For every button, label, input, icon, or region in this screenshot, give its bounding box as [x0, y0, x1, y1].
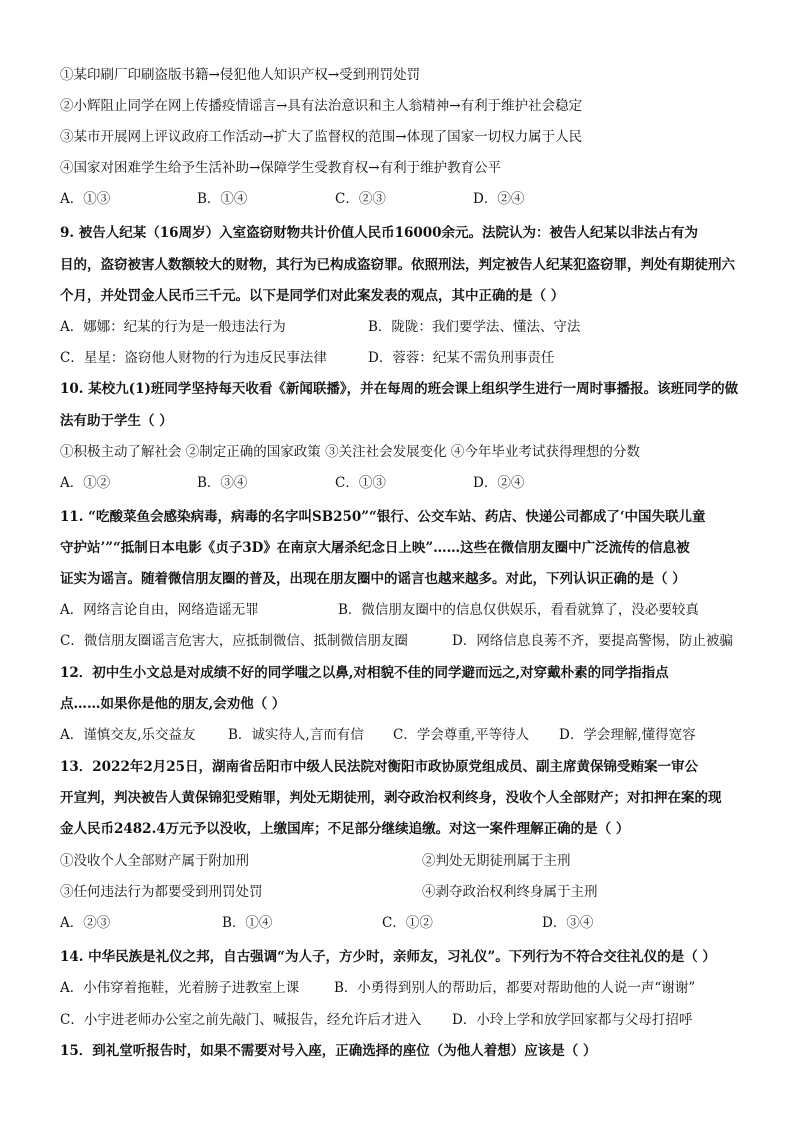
- q13-statement-2: ②判处无期徒刑属于主刑: [422, 853, 571, 869]
- q11-option-b: B．微信朋友圈中的信息仅供娱乐，看看就算了，没必要较真: [338, 602, 699, 618]
- q10-option-c: C．①③: [335, 475, 386, 491]
- q13-option-a: A．②③: [60, 915, 111, 931]
- q13-option-c: C．①②: [382, 915, 433, 931]
- q12-option-a: A．谨慎交友,乐交益友: [60, 727, 196, 743]
- q8-option-a: A．①③: [60, 191, 111, 207]
- q12-option-c: C．学会尊重,平等待人: [393, 727, 530, 743]
- q9-option-d: D．蓉蓉：纪某不需负刑事责任: [368, 350, 555, 366]
- q10-stem-line-2: 法有助于学生（ ）: [60, 413, 173, 429]
- q14-option-d: D．小玲上学和放学回家都与父母打招呼: [452, 1012, 693, 1028]
- q9-stem-line-1: 9. 被告人纪某（16周岁）入室盗窃财物共计价值人民币16000余元。法院认为：被告人纪某以非法占有为: [60, 225, 699, 241]
- q15-stem-line-1: 15．到礼堂听报告时，如果不需要对号入座，正确选择的座位（为他人着想）应该是（ ）: [60, 1043, 597, 1059]
- q13-statement-1: ①没收个人全部财产属于附加刑: [60, 853, 249, 869]
- q13-statement-4: ④剥夺政治权利终身属于主刑: [422, 884, 598, 900]
- q12-option-b: B．诚实待人,言而有信: [228, 727, 364, 743]
- q9-option-a: A．娜娜：纪某的行为是一般违法行为: [60, 319, 286, 335]
- q11-stem-line-1: 11. “吃酸菜鱼会感染病毒，病毒的名字叫SB250”“银行、公交车站、药店、快递公司都成了‘中国失联儿童: [60, 509, 706, 525]
- q14-stem-line-1: 14. 中华民族是礼仪之邦，自古强调“为人子，方少时，亲师友，习礼仪”。下列行为不符合交往礼仪的是（ ）: [60, 949, 716, 965]
- q10-option-d: D．②④: [473, 475, 525, 491]
- q10-option-a: A．①②: [60, 475, 111, 491]
- q13-stem-line-1: 13．2022年2月25日，湖南省岳阳市中级人民法院对衡阳市政协原党组成员、副主席黄保锦受贿案一审公: [60, 759, 699, 775]
- q11-option-d: D．网络信息良莠不齐，要提高警惕，防止被骗: [452, 633, 733, 649]
- q11-stem-line-3: 证实为谣言。随着微信朋友圈的普及，出现在朋友圈中的谣言也越来越多。对此，下列认识正确的是（ ）: [60, 571, 686, 587]
- q8-option-d: D．②④: [473, 191, 525, 207]
- q10-option-b: B．③④: [197, 475, 248, 491]
- q13-option-d: D．③④: [542, 915, 594, 931]
- q8-option-c: C．②③: [335, 191, 386, 207]
- q9-option-c: C．星星：盗窃他人财物的行为违反民事法律: [60, 350, 327, 366]
- q12-stem-line-2: 点……如果你是他的朋友,会劝他（ ）: [60, 696, 286, 712]
- q13-option-b: B．①④: [222, 915, 273, 931]
- q14-option-b: B．小勇得到别人的帮助后，都要对帮助他的人说一声“谢谢”: [334, 980, 696, 996]
- q11-option-c: C．微信朋友圈谣言危害大，应抵制微信、抵制微信朋友圈: [60, 633, 408, 649]
- q10-statements: ①积极主动了解社会 ②制定正确的国家政策 ③关注社会发展变化 ④今年毕业考试获得理想的分数: [60, 444, 640, 460]
- q9-stem-line-2: 目的，盗窃被害人数额较大的财物，其行为已构成盗窃罪。依照刑法，判定被告人纪某犯盗窃罪，判处有期徒刑六: [60, 257, 735, 273]
- q12-stem-line-1: 12．初中生小文总是对成绩不好的同学嗤之以鼻,对相貌不佳的同学避而远之,对穿戴朴素的同学指指点: [60, 665, 669, 681]
- q8-option-b: B．①④: [197, 191, 248, 207]
- q13-stem-line-2: 开宣判，判决被告人黄保锦犯受贿罪，判处无期徒刑，剥夺政治权利终身，没收个人全部财产；对扣押在案的现: [60, 790, 722, 806]
- q11-stem-line-2: 守护站’”“抵制日本电影《贞子3D》在南京大屠杀纪念日上映”……这些在微信朋友圈中广泛流传的信息被: [60, 540, 690, 556]
- q13-statement-3: ③任何违法行为都要受到刑罚处罚: [60, 884, 263, 900]
- q14-option-c: C．小宇进老师办公室之前先敲门、喊报告，经允许后才进入: [60, 1012, 422, 1028]
- q13-stem-line-3: 金人民币2482.4万元予以没收，上缴国库；不足部分继续追缴。对这一案件理解正确的是（ ）: [60, 821, 630, 837]
- q8-statement-1: ①某印刷厂印刷盗版书籍→侵犯他人知识产权→受到刑罚处罚: [60, 67, 421, 83]
- q14-option-a: A．小伟穿着拖鞋，光着膀子进教室上课: [60, 980, 300, 996]
- q8-statement-2: ②小辉阻止同学在网上传播疫情谣言→具有法治意识和主人翁精神→有利于维护社会稳定: [60, 98, 583, 114]
- q8-statement-4: ④国家对困难学生给予生活补助→保障学生受教育权→有利于维护教育公平: [60, 160, 502, 176]
- q8-statement-3: ③某市开展网上评议政府工作活动→扩大了监督权的范围→体现了国家一切权力属于人民: [60, 129, 583, 145]
- q12-option-d: D．学会理解,懂得宽容: [559, 727, 696, 743]
- q9-option-b: B．陇陇：我们要学法、懂法、守法: [368, 319, 581, 335]
- q11-option-a: A．网络言论自由，网络造谣无罪: [60, 602, 259, 618]
- q10-stem-line-1: 10. 某校九(1)班同学坚持每天收看《新闻联播》，并在每周的班会课上组织学生进行一周时事播报。该班同学的做: [60, 381, 739, 397]
- q9-stem-line-3: 个月，并处罚金人民币三千元。以下是同学们对此案发表的观点，其中正确的是（ ）: [60, 288, 565, 304]
